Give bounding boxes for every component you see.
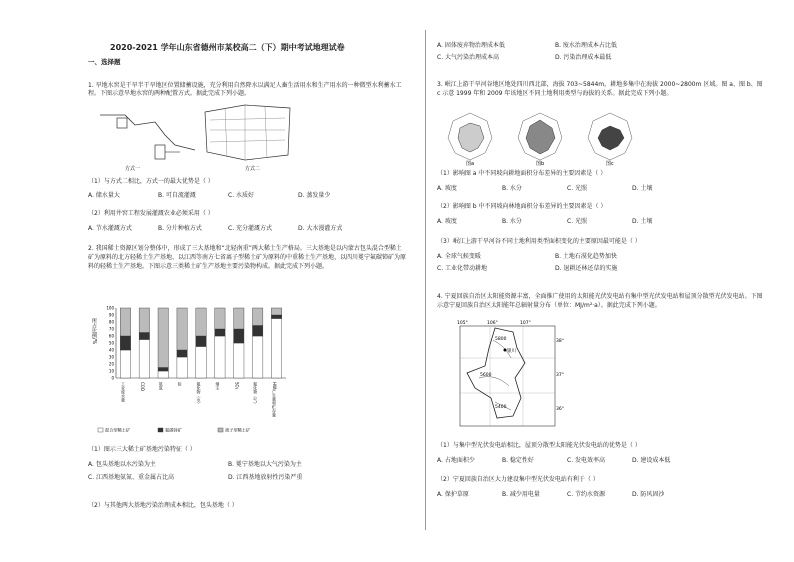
radar-label-c: 图c: [606, 161, 614, 166]
q2-sub2-opt-d[interactable]: D. 污染治理成本最低: [555, 54, 612, 61]
x-tick-label: SO₂: [234, 382, 240, 390]
bar-0-0: [120, 350, 130, 378]
x-tick-label: COD: [139, 382, 145, 392]
q3-stem: 3. 岷江上游干旱河谷地区地处四川西北部，海拔 703~5844m，耕地多集中在海拔 2000~2800m 区域。图 a、图 b、图 c 示意 1999 年和 2009 年该地区不同土地利用类型与海拔的关系。据此完成下列小题。: [437, 81, 763, 97]
q3-sub2: （2）影响图 b 中不同坡向林地面积分布差异的主要因素是（ ）: [437, 203, 607, 210]
lon-label-106: 106°: [487, 321, 498, 326]
bar-0-1: [139, 340, 149, 379]
q2-sub1-opt-c[interactable]: C. 江西基地氨氮、重金属占比高: [88, 474, 175, 481]
bar-2-6: [234, 308, 244, 329]
q3-radar-figures: [440, 108, 650, 166]
lat-label-36: 36°: [556, 407, 564, 412]
legend-label-0: 混合型稀土矿: [105, 427, 131, 433]
lon-label-107: 107°: [520, 321, 531, 326]
y-tick-label: 60: [108, 333, 114, 339]
bar-2-1: [139, 308, 149, 333]
q2-stem: 2. 我国稀土资源区划分整体中，形成了三大基地和“北轻南重”两大稀土生产格局。三大基地是以内蒙古包头混合型稀土矿为原料的北方轻稀土生产基地、以江西等南方七省离子型稀土矿为原料的中重稀土生产基地、以四川冕宁氟碳铈矿为原料的轻稀土生产基地。下图示意三类稀土矿生产基地主要污染物构成。据此完成下列小题。: [88, 245, 407, 270]
q3-sub1-opt-a[interactable]: A. 坡度: [437, 185, 457, 192]
q3-sub3-opt-d[interactable]: D. 退耕还林还草的实施: [555, 265, 618, 272]
y-tick-label: 90: [108, 312, 114, 318]
legend-swatch-1: [158, 428, 163, 432]
q2-sub1: （1）图示三大稀土矿基地污染特征（ ）: [88, 446, 196, 453]
radar-chart-b: [518, 113, 562, 160]
x-tick-label: 烟尘: [215, 382, 221, 390]
bar-2-0: [120, 308, 130, 336]
q4-sub1: （1）与集中型光伏发电站相比，屋顶分散型太阳能光伏发电站的优势是（ ）: [437, 442, 641, 449]
radar-label-b: 图b: [536, 161, 545, 166]
q2-sub1-opt-b[interactable]: B. 冕宁基地以大气污染为主: [228, 461, 302, 468]
bar-1-2: [158, 368, 168, 372]
q1-sub1-opt-b[interactable]: B. 可自流灌溉: [158, 192, 196, 199]
pollution-bar-chart: [88, 300, 298, 435]
q1-sub1-opt-d[interactable]: D. 蒸发量少: [298, 192, 331, 199]
isoline-label-5600: 5600: [480, 373, 492, 378]
q1-sub2: （2）利用井窖工程发展灌溉农业必须采用（ ）: [88, 210, 214, 217]
bar-1-3: [177, 350, 187, 357]
isoline-label-5800: 5800: [495, 337, 507, 342]
q1-sub2-opt-c[interactable]: C. 充分灌溉方式: [228, 225, 273, 232]
x-tick-label: 工业废水量: [120, 382, 126, 402]
q3-sub1-opt-d[interactable]: D. 土壤: [632, 185, 653, 192]
bar-0-6: [234, 343, 244, 378]
x-tick-label: HW产生量和贮存量: [272, 382, 278, 417]
q4-sub1-opt-d[interactable]: D. 建设成本低: [632, 457, 671, 464]
y-tick-label: 40: [108, 347, 114, 353]
y-tick-label: 20: [108, 361, 114, 367]
q2-sub2: （2）与其他两大基地污染治理成本相比，包头基地（ ）: [88, 502, 238, 509]
q2-sub2-opt-a[interactable]: A. 固体废弃物治理成本低: [437, 42, 505, 49]
bar-0-8: [271, 319, 281, 379]
q4-sub2-opt-c[interactable]: C. 节约水资源: [567, 491, 606, 498]
q3-sub3-opt-c[interactable]: C. 工业化带动耕地: [437, 265, 488, 272]
fig-label-2: 方式二: [245, 166, 261, 172]
q3-sub2-opt-a[interactable]: A. 坡度: [437, 218, 457, 225]
q1-figure: [95, 100, 295, 172]
q2-sub1-opt-d[interactable]: D. 江西基地放射性污染严重: [228, 474, 303, 481]
q4-sub1-opt-a[interactable]: A. 占地面积少: [437, 457, 475, 464]
legend-label-2: 离子型稀土矿: [225, 427, 251, 433]
bar-1-5: [215, 329, 225, 336]
bar-1-4: [196, 336, 206, 347]
bar-0-5: [215, 336, 225, 378]
bar-0-3: [177, 357, 187, 378]
q4-sub2-opt-a[interactable]: A. 保护草原: [437, 491, 469, 498]
page-title: 2020-2021 学年山东省德州市某校高二（下）期中考试地理试卷: [110, 43, 345, 52]
bar-0-2: [158, 371, 168, 378]
legend-label-1: 氟碳铈矿: [165, 427, 182, 433]
bar-1-6: [234, 329, 244, 343]
bar-2-3: [177, 308, 187, 350]
ningxia-radiation-map: [455, 318, 565, 428]
radar-chart-c: [588, 113, 632, 160]
fig-label-1: 方式一: [125, 166, 141, 172]
q1-sub2-opt-d[interactable]: D. 大水漫灌方式: [298, 225, 343, 232]
q4-sub1-opt-c[interactable]: C. 发电效率高: [567, 457, 606, 464]
bar-2-8: [271, 308, 281, 315]
section-heading: 一、选择题: [88, 58, 121, 66]
q1-sub1: （1）与方式二相比，方式一的最大优势是（ ）: [88, 178, 214, 185]
isoline-label-5400: 5400: [495, 405, 507, 410]
bar-0-7: [252, 336, 262, 378]
figure-method-2: [205, 105, 290, 160]
y-tick-label: 80: [108, 319, 114, 325]
lat-label-37: 37°: [556, 373, 564, 378]
q4-sub1-opt-b[interactable]: B. 稳定性好: [502, 457, 534, 464]
bar-2-4: [196, 308, 206, 336]
q3-sub1: （1）影响图 a 中不同坡向耕地面积分布差异的主要因素是（ ）: [437, 170, 607, 177]
bar-1-8: [271, 315, 281, 319]
q4-stem: 4. 宁夏回族自治区太阳能资源丰富，全面推广使用的太阳能光伏发电站有集中型光伏发电站和屋顶分散型光伏发电站。下图示意宁夏回族自治区太阳能年总辐射量分布（单位：MJ/m²·a）。据此完成下列小题。: [437, 293, 763, 309]
y-axis-label: 所占比例/%: [91, 318, 97, 345]
bar-2-7: [252, 308, 262, 326]
q2-sub1-opt-a[interactable]: A. 包头基地以水污染为主: [88, 461, 156, 468]
bar-2-5: [215, 308, 225, 329]
y-tick-label: 50: [108, 340, 114, 346]
q1-sub2-opt-a[interactable]: A. 节水灌溉方式: [88, 225, 132, 232]
radar-label-a: 图a: [466, 161, 475, 166]
y-tick-label: 0: [111, 375, 114, 381]
q1-sub2-opt-b[interactable]: B. 分片种植方式: [158, 225, 202, 232]
column-divider: [425, 30, 426, 530]
q1-sub1-opt-c[interactable]: C. 水质好: [228, 192, 255, 199]
bar-1-0: [120, 336, 130, 350]
y-tick-label: 70: [108, 326, 114, 332]
x-tick-label: 铅: [177, 382, 183, 386]
q3-sub2-opt-d[interactable]: D. 土壤: [632, 218, 653, 225]
q1-sub1-opt-a[interactable]: A. 储水量大: [88, 192, 120, 199]
x-tick-label: 氟化物（气）: [253, 382, 259, 406]
q3-sub2-opt-c[interactable]: C. 光照: [567, 218, 588, 225]
q2-sub2-opt-b[interactable]: B. 废水治理成本占比低: [555, 42, 617, 49]
q3-sub3-opt-a[interactable]: A. 全球气候变暖: [437, 253, 481, 260]
y-tick-label: 100: [106, 305, 114, 311]
q3-sub2-opt-b[interactable]: B. 水分: [502, 218, 522, 225]
y-tick-label: 30: [108, 354, 114, 360]
figure-method-1: [100, 115, 195, 159]
q2-sub2-opt-c[interactable]: C. 大气污染治理成本高: [437, 54, 500, 61]
x-tick-label: 氟化物（水）: [196, 382, 202, 406]
q3-sub1-opt-c[interactable]: C. 光照: [567, 185, 588, 192]
q3-sub3: （3）岷江上游干旱河谷不同土地利用类型面积变化的主要原因最可能是（ ）: [437, 238, 641, 245]
q4-sub2-opt-b[interactable]: B. 减少用电量: [502, 491, 540, 498]
x-tick-label: 氨氮: [158, 382, 164, 390]
lon-label-105: 105°: [457, 321, 468, 326]
lat-label-38: 38°: [556, 339, 564, 344]
q4-sub2-opt-d[interactable]: D. 防风固沙: [632, 491, 665, 498]
yinchuan-label: 银川: [507, 349, 516, 354]
q3-sub3-opt-b[interactable]: B. 土地石漠化趋势加快: [555, 253, 617, 260]
y-tick-label: 10: [108, 368, 114, 374]
q1-stem: 1. 旱地水窖是干旱半干旱地区位置储蓄设施，充分利用自然降水以满足人畜生活用水和生产用水的一种微型水利蓄水工程。下图示意旱地水窖的两种配置方式。据此完成下列小题。: [88, 82, 402, 97]
bar-2-2: [158, 308, 168, 368]
q4-sub2: （2）宁夏回族自治区大力建设集中型光伏发电站有利于（ ）: [437, 476, 599, 483]
radar-chart-a: [448, 113, 492, 160]
bar-1-1: [139, 333, 149, 340]
legend-swatch-0: [98, 428, 103, 432]
legend-swatch-2: [218, 428, 223, 432]
q3-sub1-opt-b[interactable]: B. 水分: [502, 185, 522, 192]
bar-1-7: [252, 326, 262, 337]
bar-0-4: [196, 347, 206, 379]
